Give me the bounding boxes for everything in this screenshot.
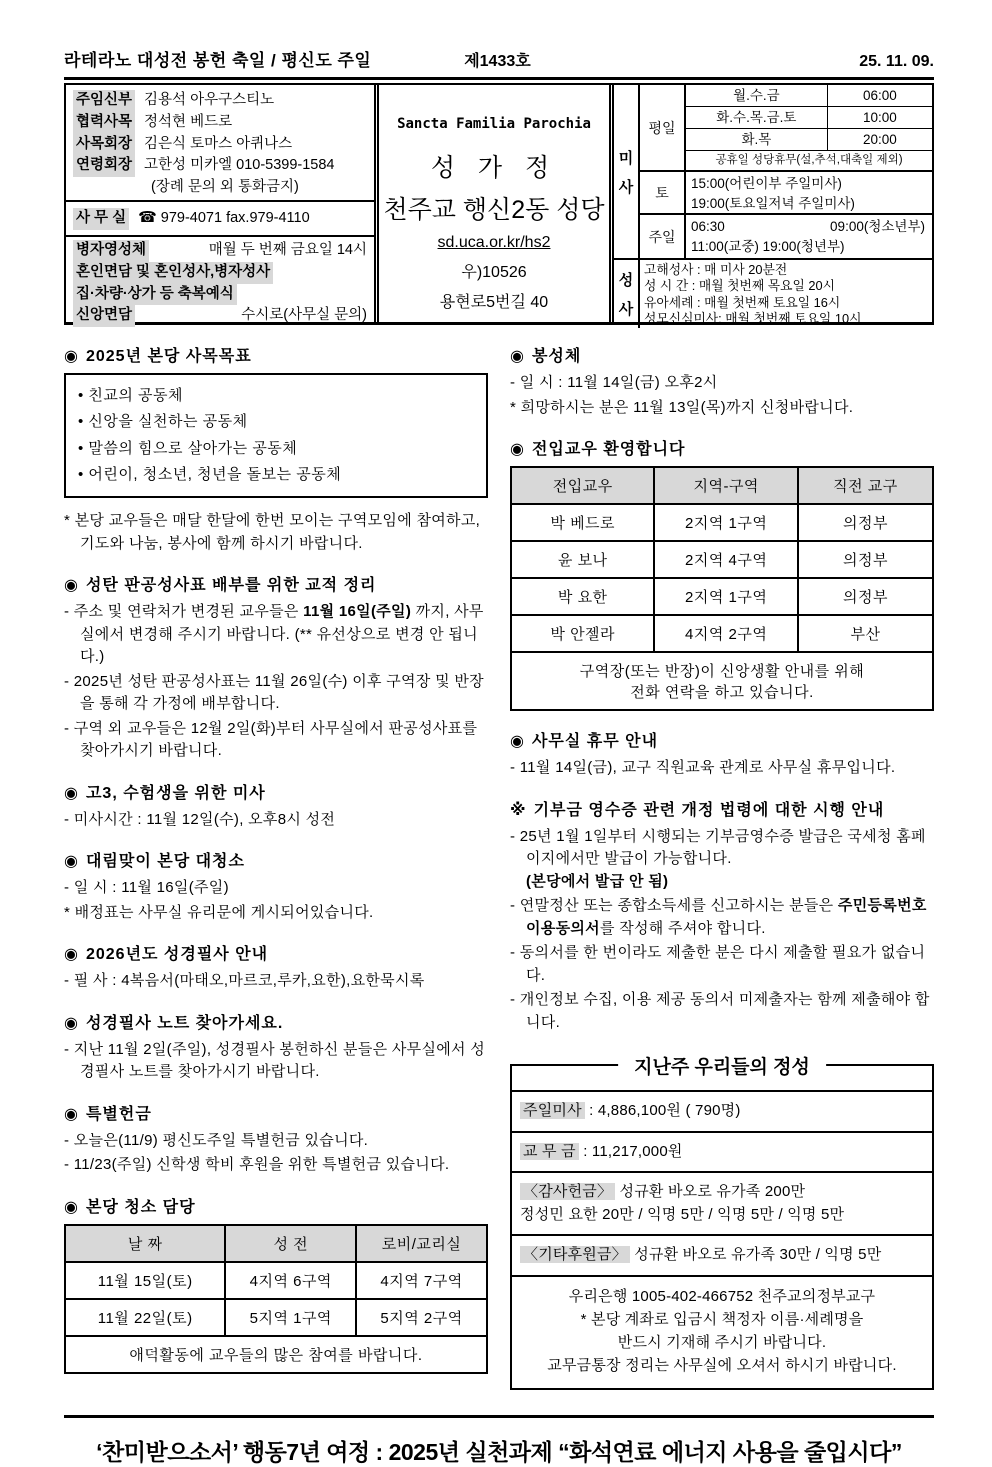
- col-header: 날 짜: [65, 1225, 225, 1262]
- issue-number: 제1433호: [464, 53, 531, 70]
- section-marker-icon: ◉: [64, 1105, 79, 1123]
- sacrament-lines: [640, 260, 932, 328]
- offering-value: 성규환 바오로 유가족 200만: [619, 1183, 806, 1200]
- sacrament-line: 유아세례 : 매월 첫번째 토요일 16시: [644, 294, 841, 310]
- service-label: 혼인면담 및 혼인성사,병자성사: [73, 262, 273, 284]
- table-footer-row: [511, 652, 933, 710]
- section-census-update: [64, 572, 488, 763]
- list-item: - 개인정보 수집, 이용 제공 동의서 미제출자는 함께 제출해야 합니다.: [510, 991, 930, 1031]
- table-row: [65, 1299, 487, 1336]
- mass-time: 09:00(청소년부): [830, 219, 925, 234]
- list-item: * 희망하시는 분은 11월 13일(목)까지 신청바랍니다.: [510, 398, 854, 416]
- goals-note: * 본당 교우들은 매달 한달에 한번 모이는 구역모임에 참여하고, 기도와 나눔, 봉사에 함께 하시기 바랍니다.: [64, 512, 481, 552]
- mass-label-char: 미: [618, 149, 634, 167]
- section-title: 사무실 휴무 안내: [531, 733, 659, 750]
- parish-name: 성 가 정: [430, 154, 558, 182]
- service-label: 신앙면담: [73, 305, 135, 327]
- saturday-times: [686, 172, 932, 213]
- list-item: - 오늘은(11/9) 평신도주일 특별헌금 있습니다.: [64, 1131, 369, 1149]
- section-title: 성탄 판공성사표 배부를 위한 교적 정리: [85, 577, 377, 594]
- staff-row: [73, 90, 367, 112]
- staff-row: [73, 134, 367, 156]
- list-item: - 동의서를 한 번이라도 제출한 분은 다시 제출할 필요가 없습니다.: [510, 944, 926, 984]
- masthead: [64, 46, 934, 71]
- offering-line: [520, 1181, 924, 1204]
- left-column: [64, 343, 488, 1391]
- section-heading: [64, 1010, 488, 1033]
- mass-time-line: [691, 217, 929, 237]
- item-text: 를 작성해 주셔야 합니다.: [599, 919, 766, 937]
- weekday-row: [686, 129, 932, 151]
- item-text: - 주소 및 연락처가 변경된 교우들은: [64, 603, 299, 620]
- table-cell: 4지역 6구역: [225, 1262, 356, 1299]
- list-item: - 필 사 : 4복음서(마태오,마르코,루카,요한),요한묵시록: [64, 972, 425, 989]
- list-item: - 미사시간 : 11월 12일(수), 오후8시 성전: [64, 810, 336, 828]
- service-value: 매월 두 번째 금요일 14시: [208, 242, 367, 259]
- section-title: 봉성체: [531, 348, 582, 365]
- mass-days: 월.수.금: [686, 85, 828, 106]
- section-title: 본당 청소 담당: [85, 1198, 196, 1216]
- table-cell: 의정부: [798, 578, 933, 615]
- section-marker-icon: ◉: [64, 348, 79, 365]
- list-item: [64, 601, 488, 669]
- section-heading: [510, 436, 934, 459]
- saturday-label: 토: [640, 172, 686, 213]
- staff-row: [73, 112, 367, 134]
- office-row: [73, 205, 367, 232]
- masthead-divider: [64, 77, 934, 80]
- table-row: [65, 1262, 487, 1299]
- goal-item: • 말씀의 힘으로 살아가는 공동체: [78, 439, 298, 457]
- sacraments: [614, 258, 932, 328]
- mass-times: [614, 85, 932, 258]
- sacrament-label-char: 성: [618, 271, 634, 289]
- saturday-masses: [640, 172, 932, 215]
- parish-website-link[interactable]: sd.uca.or.kr/hs2: [437, 234, 551, 251]
- table-header-row: [65, 1225, 487, 1262]
- parish-latin-name: Sancta Familia Parochia: [397, 116, 591, 132]
- service-row: [73, 262, 367, 284]
- table-cell: 부산: [798, 615, 933, 652]
- section-marker-icon: ◉: [64, 1014, 79, 1032]
- staff-note: (장례 문의 외 통화금지): [151, 179, 299, 195]
- table-cell: 의정부: [798, 504, 933, 541]
- table-row: [511, 541, 933, 578]
- service-label: 병자영성체: [73, 240, 149, 262]
- section-heading: [64, 1101, 488, 1124]
- sunday-label: 주일: [640, 215, 686, 258]
- section-marker-icon: ◉: [64, 577, 79, 594]
- staff-role-label: 연령회장: [73, 155, 135, 177]
- offering-label: 〈감사헌금〉: [520, 1183, 615, 1200]
- section-title: 성경필사 노트 찾아가세요.: [85, 1014, 284, 1032]
- mass-time-line: 19:00(토요일저녁 주일미사): [691, 195, 855, 211]
- service-value: 수시로(사무실 문의): [241, 307, 367, 324]
- mass-time: 06:30: [691, 219, 725, 234]
- table-row: [511, 504, 933, 541]
- table-cell: 의정부: [798, 541, 933, 578]
- table-cell: 4지역 2구역: [654, 615, 797, 652]
- offering-value: 성규환 바오로 유가족 30만 / 익명 5만: [634, 1246, 882, 1263]
- staff-name: 김용석 아우구스티노: [144, 92, 275, 108]
- page-footer: [64, 1415, 934, 1467]
- mass-main: [640, 85, 932, 258]
- sacrament-section-label: [614, 260, 640, 328]
- parish-info-table: [64, 83, 934, 325]
- weekday-row: [686, 107, 932, 129]
- office-label: 사 무 실: [73, 208, 129, 230]
- item-text: - 25년 1월 1일부터 시행되는 기부금영수증 발급은 국세청 홈페이지에서만 발급이 가능합니다.: [510, 827, 926, 867]
- sacrament-line: 고해성사 : 매 미사 20분전: [644, 262, 788, 277]
- section-communion-for-sick: [510, 343, 934, 419]
- section-heading: [510, 797, 934, 820]
- section-cleaning-duty: [64, 1194, 488, 1374]
- section-marker-icon: ◉: [510, 733, 525, 750]
- section-bible-transcription: [64, 941, 488, 993]
- list-item: - 11월 14일(금), 교구 직원교육 관계로 사무실 휴무입니다.: [510, 759, 896, 776]
- table-cell: 4지역 7구역: [356, 1262, 487, 1299]
- footer-note-line: 구역장(또는 반장)이 신앙생활 안내를 위해: [579, 663, 865, 680]
- offering-label: 교 무 금: [520, 1143, 579, 1160]
- service-label: 집·차량·상가 등 축복예식: [73, 284, 237, 306]
- bank-note-line: * 본당 계좌로 입금시 책정자 이름·세례명을: [580, 1310, 864, 1328]
- col-header: 성 전: [225, 1225, 356, 1262]
- pastoral-goals-box: [64, 373, 488, 498]
- table-cell: 박 베드로: [511, 504, 654, 541]
- parish-address: 용현로5번길 40: [439, 294, 549, 311]
- table-cell: 2지역 1구역: [654, 504, 797, 541]
- section-marker-icon: ◉: [510, 441, 525, 458]
- mass-time: 06:00: [862, 88, 897, 103]
- parish-identity: [374, 85, 614, 322]
- mass-days: 화.목: [686, 129, 828, 150]
- offering-row-sunday-mass: [512, 1092, 932, 1133]
- mass-time-line: 11:00(교중) 19:00(청년부): [691, 238, 845, 254]
- table-row: [511, 578, 933, 615]
- issue-date: 25. 11. 09.: [859, 53, 934, 70]
- item-bold-note: (본당에서 발급 안 됨): [526, 872, 669, 890]
- section-bible-notes: [64, 1010, 488, 1084]
- mass-days: 화.수.목.금.토: [686, 107, 828, 128]
- section-heading: [64, 572, 488, 595]
- table-header-row: [511, 467, 933, 504]
- item-bold-term: 주민등록번호이용동의서: [526, 897, 927, 937]
- goal-item: • 어린이, 청소년, 청년을 돌보는 공동체: [78, 465, 342, 483]
- section-heading: [64, 780, 488, 803]
- service-row: [73, 240, 367, 262]
- staff-name: 김은식 토마스 아퀴나스: [144, 135, 293, 152]
- section-advent-cleaning: [64, 848, 488, 924]
- section-heading: [510, 343, 934, 366]
- staff-row: [73, 155, 367, 177]
- mass-schedule: [614, 85, 932, 327]
- list-item: - 지난 11월 2일(주일), 성경필사 봉헌하신 분들은 사무실에서 성경필사 노트를 찾아가시기 바랍니다.: [64, 1040, 486, 1080]
- staff-role-label: 협력사목: [73, 112, 135, 134]
- sacrament-line: 성모신심미사: 매월 첫번째 토요일 10시: [644, 311, 862, 327]
- col-header: 직전 교구: [798, 467, 933, 504]
- list-item: * 배정표는 사무실 유리문에 게시되어있습니다.: [64, 903, 374, 921]
- service-row: [73, 305, 367, 327]
- table-footer-row: [65, 1336, 487, 1373]
- table-cell: 박 요한: [511, 578, 654, 615]
- list-item: - 2025년 성탄 판공성사표는 11월 26일(수) 이후 구역장 및 반장을 통해 각 가정에 배부합니다.: [64, 672, 484, 712]
- sunday-masses: [640, 215, 932, 258]
- offering-value: : 4,886,100원 ( 790명): [589, 1102, 741, 1119]
- section-marker-icon: ◉: [64, 1198, 79, 1216]
- weekday-masses: [640, 85, 932, 172]
- mass-time: 10:00: [862, 110, 897, 125]
- office-phone: [138, 207, 310, 230]
- table-cell: 11월 15일(토): [65, 1262, 225, 1299]
- bank-account-block: [512, 1277, 932, 1388]
- parish-name-full: 천주교 행신2동 성당: [383, 196, 605, 224]
- section-title: 2025년 본당 사목목표: [85, 348, 252, 365]
- list-item: [510, 895, 934, 940]
- service-row: [73, 284, 367, 306]
- section-title: 대림맞이 본당 대청소: [85, 853, 245, 870]
- mass-section-label: [614, 85, 640, 258]
- bulletin-title: 라테라노 대성전 봉헌 축일 / 평신도 주일: [64, 51, 372, 70]
- section-title: 고3, 수험생을 위한 미사: [85, 784, 266, 802]
- bank-account-line: 우리은행 1005-402-466752 천주교의정부교구: [568, 1287, 876, 1305]
- notice-marker-icon: ※: [510, 801, 527, 819]
- section-marker-icon: ◉: [64, 784, 79, 802]
- right-column: [510, 343, 934, 1391]
- offering-line: 정성민 요한 20만 / 익명 5만 / 익명 5만 / 익명 5만: [520, 1205, 845, 1223]
- list-item: - 일 시 : 11월 16일(주일): [64, 879, 229, 896]
- mass-time: 20:00: [862, 132, 897, 147]
- item-bold-date: 11월 16일(주일): [303, 603, 412, 620]
- weekday-label: 평일: [640, 85, 686, 170]
- staff-role-label: 사목회장: [73, 134, 135, 156]
- office-phone-number: 979-4071 fax.979-4110: [160, 210, 310, 227]
- item-text: 까지, 사무실에서 변경해 주시기 바랍니다. (** 유선상으로 변경 안 됩니다.): [80, 603, 484, 665]
- offering-label: 주일미사: [520, 1102, 585, 1119]
- table-footer-note: 애덕활동에 교우들의 많은 참여를 바랍니다.: [65, 1336, 487, 1373]
- list-item: - 구역 외 교우들은 12월 2일(화)부터 사무실에서 판공성사표를 찾아가시기 바랍니다.: [64, 719, 478, 759]
- staff-block: [73, 90, 367, 197]
- newcomers-table: [510, 466, 934, 711]
- divider: [66, 235, 374, 237]
- staff-name: 고한성 미카엘 010-5399-1584: [144, 157, 335, 174]
- table-footer-note: [511, 652, 933, 710]
- parish-zip: 우)10526: [461, 264, 527, 281]
- services-block: [73, 240, 367, 327]
- section-title: 2026년도 성경필사 안내: [85, 946, 269, 963]
- weekday-rows: [686, 85, 932, 170]
- bank-note-line: 교무금통장 정리는 사무실에 오셔서 하시기 바랍니다.: [547, 1357, 897, 1375]
- section-marker-icon: ◉: [64, 946, 79, 963]
- bulletin-body: [64, 343, 934, 1391]
- sunday-times: [686, 215, 932, 258]
- offering-row-other: [512, 1236, 932, 1277]
- goal-item: • 친교의 공동체: [78, 387, 184, 404]
- section-heading: [64, 848, 488, 871]
- sacrament-label-char: 사: [618, 300, 634, 318]
- staff-name: 정석현 베드로: [144, 113, 233, 130]
- section-marker-icon: ◉: [64, 853, 79, 870]
- sacrament-line: 성 시 간 : 매월 첫번째 목요일 20시: [644, 278, 836, 294]
- offering-label: 〈기타후원금〉: [520, 1246, 630, 1263]
- section-special-offering: [64, 1101, 488, 1177]
- table-cell: 박 안젤라: [511, 615, 654, 652]
- weekday-row: [686, 85, 932, 107]
- offering-row-thanksgiving: [512, 1173, 932, 1236]
- section-heading: [64, 941, 488, 964]
- weekly-offerings-box: [510, 1057, 934, 1390]
- section-heading: [510, 728, 934, 751]
- mass-time-line: 15:00(어린이부 주일미사): [691, 176, 842, 191]
- mass-label-char: 사: [618, 178, 634, 196]
- table-cell: 5지역 2구역: [356, 1299, 487, 1336]
- section-title: 특별헌금: [85, 1105, 152, 1123]
- col-header: 로비/교리실: [356, 1225, 487, 1262]
- list-item: - 11/23(주일) 신학생 학비 후원을 위한 특별헌금 있습니다.: [64, 1156, 450, 1173]
- section-heading: [64, 343, 488, 366]
- table-cell: 5지역 1구역: [225, 1299, 356, 1336]
- table-cell: 2지역 4구역: [654, 541, 797, 578]
- section-heading: [64, 1194, 488, 1217]
- table-cell: 11월 22일(토): [65, 1299, 225, 1336]
- item-text: - 연말정산 또는 종합소득세를 신고하시는 분들은: [510, 897, 838, 914]
- section-newcomers: [510, 436, 934, 711]
- staff-role-label: 주임신부: [73, 90, 135, 112]
- table-row: [511, 615, 933, 652]
- table-cell: 2지역 1구역: [654, 578, 797, 615]
- section-donation-receipt: [510, 797, 934, 1035]
- list-item: - 일 시 : 11월 14일(금) 오후2시: [510, 374, 718, 391]
- offering-row-tithe: [512, 1133, 932, 1174]
- offerings-title: 지난주 우리들의 정성: [618, 1052, 826, 1079]
- footer-note-line: 전화 연락을 하고 있습니다.: [630, 684, 814, 701]
- section-title: 전입교우 환영합니다: [531, 441, 686, 458]
- section-pastoral-goals: [64, 343, 488, 555]
- laudato-si-slogan: ‘찬미받으소서’ 행동7년 여정 : 2025년 실천과제 “화석연료 에너지 사용을 줄입시다”: [96, 1438, 902, 1465]
- section-office-closed: [510, 728, 934, 780]
- parish-contacts: [66, 85, 374, 322]
- goal-item: • 신앙을 실천하는 공동체: [78, 413, 248, 431]
- offering-value: : 11,217,000원: [583, 1142, 683, 1160]
- col-header: 전입교우: [511, 467, 654, 504]
- col-header: 지역-구역: [654, 467, 797, 504]
- section-exam-mass: [64, 780, 488, 832]
- list-item: [510, 826, 934, 894]
- divider: [66, 200, 374, 202]
- cleaning-duty-table: [64, 1224, 488, 1374]
- bank-note-line: 반드시 기재해 주시기 바랍니다.: [617, 1334, 827, 1351]
- phone-icon: ☎: [138, 209, 157, 227]
- section-marker-icon: ◉: [510, 348, 525, 365]
- table-cell: 윤 보나: [511, 541, 654, 578]
- section-title: 기부금 영수증 관련 개정 법령에 대한 시행 안내: [533, 801, 885, 819]
- holiday-note: 공휴일 성당휴무(설,추석,대축일 제외): [715, 154, 903, 166]
